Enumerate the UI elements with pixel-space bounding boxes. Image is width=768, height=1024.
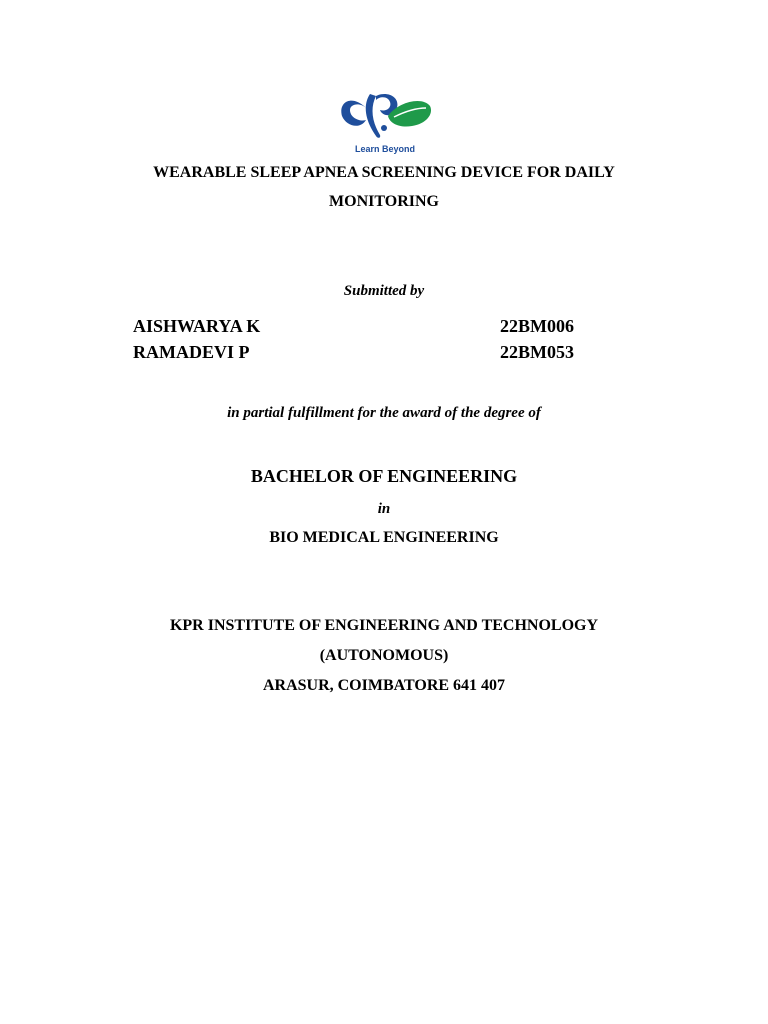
institution-logo xyxy=(336,86,434,156)
branch-name: BIO MEDICAL ENGINEERING xyxy=(269,529,499,546)
student-name: RAMADEVI P xyxy=(133,342,250,362)
logo-tagline: Learn Beyond xyxy=(354,144,416,154)
student-name: AISHWARYA K xyxy=(133,316,261,336)
student-roll-number: 22BM006 xyxy=(500,316,574,336)
institution-name: KPR INSTITUTE OF ENGINEERING AND TECHNOLOGY xyxy=(169,617,599,634)
project-title-line-1: WEARABLE SLEEP APNEA SCREENING DEVICE FOR DAILY xyxy=(153,164,615,181)
project-title-line-2: MONITORING xyxy=(329,193,439,210)
institution-address: ARASUR, COIMBATORE 641 407 xyxy=(262,677,506,694)
fulfillment-statement: in partial fulfillment for the award of the degree of xyxy=(227,405,541,421)
institution-status: (AUTONOMOUS) xyxy=(319,647,449,664)
submitted-by-label: Submitted by xyxy=(343,283,425,299)
in-connector: in xyxy=(377,501,391,517)
student-roll-number: 22BM053 xyxy=(500,342,574,362)
degree-name: BACHELOR OF ENGINEERING xyxy=(250,466,518,486)
kpr-logo-icon xyxy=(336,86,434,156)
